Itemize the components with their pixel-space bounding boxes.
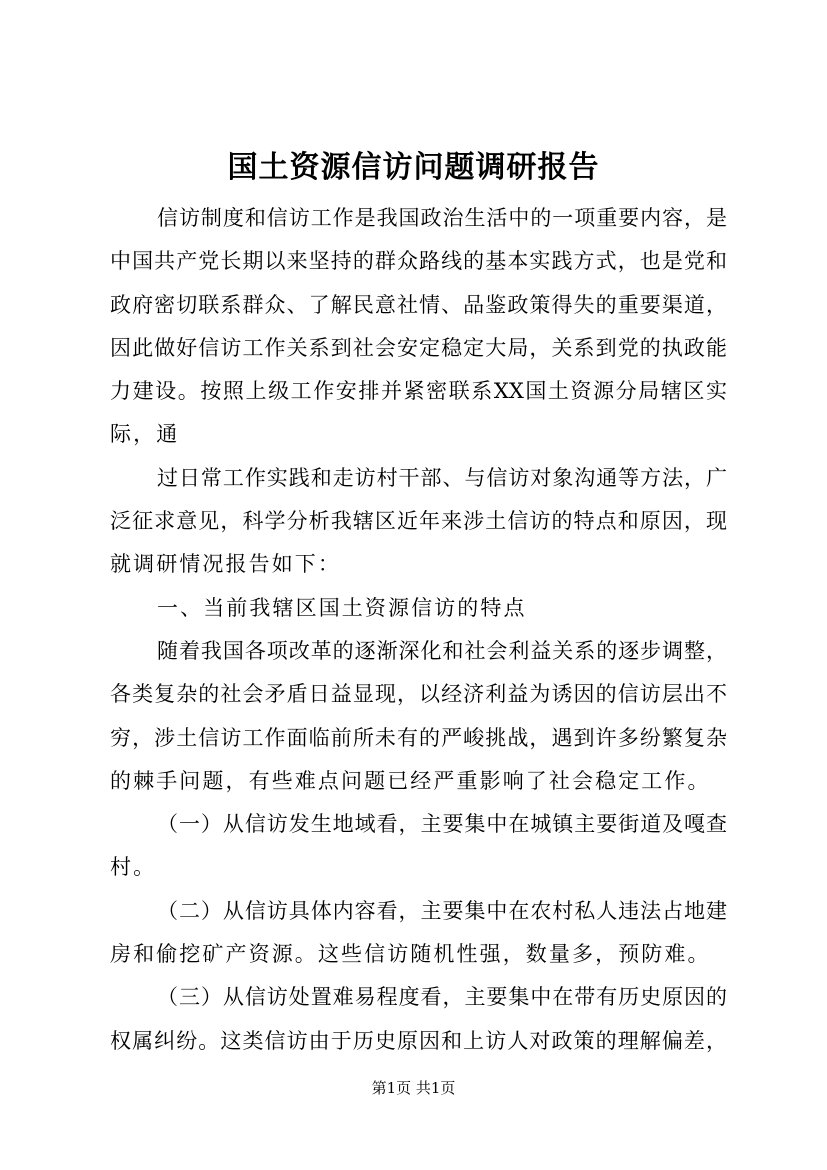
body-line: 穷，涉土信访工作面临前所未有的严峻挑战，遇到许多纷繁复杂 [110,725,727,750]
body-line: （一）从信访发生地域看，主要集中在城镇主要街道及嘎查 [157,812,727,837]
body-line: （二）从信访具体内容看，主要集中在农村私人违法占地建 [157,898,727,923]
body-line: 随着我国各项改革的逐渐深化和社会利益关系的逐步调整， [157,638,727,663]
body-line: 际，通 [110,422,180,447]
body-line: 各类复杂的社会矛盾日益显现，以经济利益为诱因的信访层出不 [110,682,727,707]
body-line: 的棘手问题，有些难点问题已经严重影响了社会稳定工作。 [110,768,711,793]
body-line: 力建设。按照上级工作安排并紧密联系XX国土资源分局辖区实 [110,379,727,404]
body-line: 泛征求意见，科学分析我辖区近年来涉土信访的特点和原因，现 [110,509,727,534]
document-title: 国土资源信访问题调研报告 [227,150,600,185]
body-line: 因此做好信访工作关系到社会安定稳定大局，关系到党的执政能 [110,335,727,360]
document-body [110,197,727,1063]
body-line: 政府密切联系群众、了解民意社情、品鉴政策得失的重要渠道， [110,292,727,317]
body-line: 村。 [110,855,157,880]
body-line: 中国共产党长期以来坚持的群众路线的基本实践方式，也是党和 [110,249,727,274]
body-line: （三）从信访处置难易程度看，主要集中在带有历史原因的 [157,985,727,1010]
body-line: 信访制度和信访工作是我国政治生活中的一项重要内容，是 [157,206,727,230]
body-line: 过日常工作实践和走访村干部、与信访对象沟通等方法，广 [157,465,727,490]
body-line: 房和偷挖矿产资源。这些信访随机性强，数量多，预防难。 [110,942,711,967]
body-line: 一、当前我辖区国土资源信访的特点 [157,595,527,620]
page-number: 第1页 共1页 [371,1079,456,1097]
body-line: 权属纠纷。这类信访由于历史原因和上访人对政策的理解偏差， [110,1028,727,1053]
body-line: 就调研情况报告如下： [110,552,341,577]
